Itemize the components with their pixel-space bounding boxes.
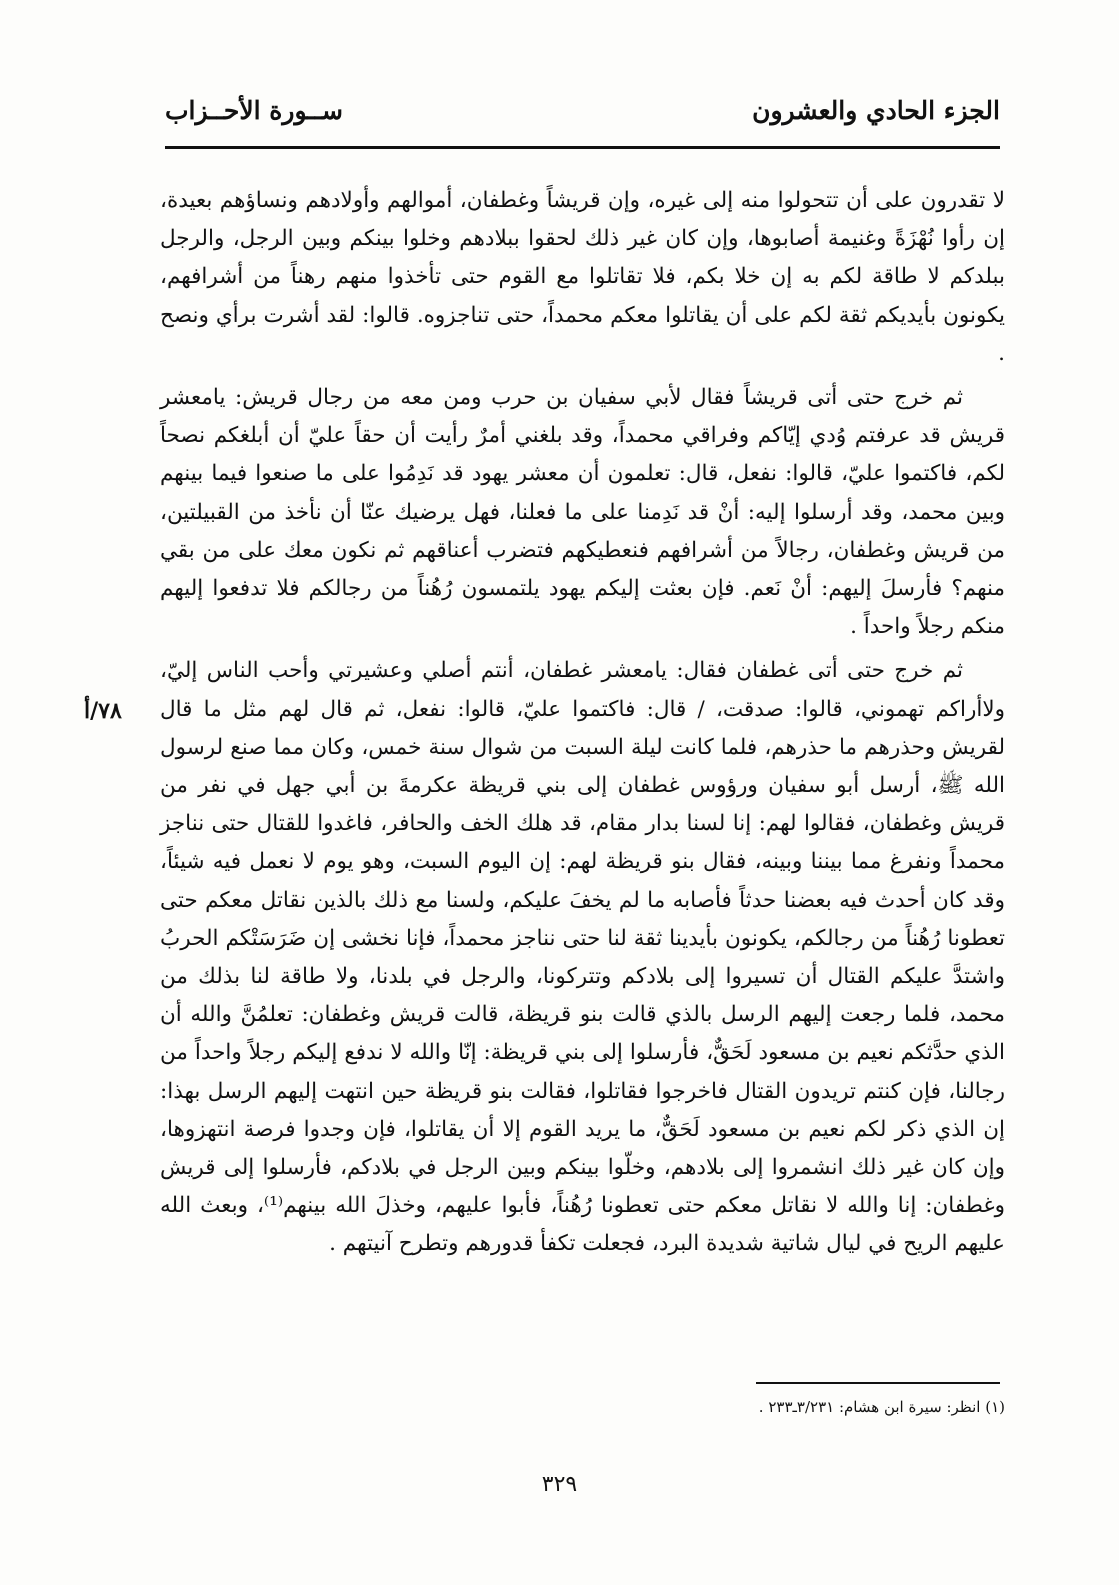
main-text <box>160 182 1005 1270</box>
paragraph: ثم خرج حتى أتى قريشاً فقال لأبي سفيان بن حرب ومن معه من رجال قريش: يامعشر قريش قد عرفتم وُدي إيّاكم وفراقي محمداً، وقد بلغني أمرٌ رأيت أن حقاً عليّ أن أبلغكم نصحاً لكم، فاكتموا عليّ، قالوا: نفعل، قال: تعلمون أن معشر يهود قد نَدِمُوا على ما صنعوا فيما بينهم وبين محمد، وقد أرسلوا إليه: أنْ قد نَدِمنا على ما فعلنا، فهل يرضيك عنّا أن نأخذ من القبيلتين، من قريش وغطفان، رجالاً من أشرافهم فنعطيكهم فتضرب أعناقهم ثم نكون معك على من بقي منهم؟ فأرسلَ إليهم: أنْ نَعم. فإن بعثت إليكم يهود يلتمسون رُهُناً من رجالكم فلا تدفعوا إليهم منكم رجلاً واحداً . <box>160 385 1005 640</box>
surah-title: ســورة الأحــزاب <box>165 96 343 125</box>
footnote-divider <box>756 1382 1000 1384</box>
paragraph: ثم خرج حتى أتى غطفان فقال: يامعشر غطفان، أنتم أصلي وعشيرتي وأحب الناس إليّ، ولاأراكم تهموني، قالوا: صدقت، / قال: فاكتموا عليّ، قالوا: نفعل، ثم قال لهم مثل ما قال لقريش وحذرهم ما حذرهم، فلما كانت ليلة السبت من شوال سنة خمس، وكان مما صنع لرسول الله ﷺ، أرسل أبو سفيان ورؤوس غطفان إلى بني قريظة عكرمةَ بن أبي جهل في نفر من قريش وغطفان، فقالوا لهم: إنا لسنا بدار مقام، قد هلك الخف والحافر، فاغدوا للقتال حتى نناجز محمداً ونفرغ مما بيننا وبينه، فقال بنو قريظة لهم: إن اليوم السبت، وهو يوم لا نعمل فيه شيئاً، وقد كان أحدث فيه بعضنا حدثاً فأصابه ما لم يخفَ عليكم، ولسنا مع ذلك بالذين نقاتل معكم حتى تعطونا رُهُناً من رجالكم، يكونون بأيدينا ثقة لنا حتى نناجز محمداً، فإنا نخشى إن ضَرَسَتْكم الحربُ واشتدَّ عليكم القتال أن تسيروا إلى بلادكم وتتركونا، والرجل في بلدنا، ولا طاقة لنا بذلك من محمد، فلما رجعت إليهم الرسل بالذي قالت بنو قريظة، قالت قريش وغطفان: تعلمُنَّ والله أن الذي حدَّثكم نعيم بن مسعود لَحَقٌّ، فأرسلوا إلى بني قريظة: إنّا والله لا ندفع إليكم رجلاً واحداً من رجالنا، فإن كنتم تريدون القتال فاخرجوا فقاتلوا، فقالت بنو قريظة حين انتهت إليهم الرسل بهذا: إن الذي ذكر لكم نعيم بن مسعود لَحَقٌّ، ما يريد القوم إلا أن يقاتلوا، فإن وجدوا فرصة انتهزوها، وإن كان غير ذلك انشمروا إلى بلادهم، وخلّوا بينكم وبين الرجل في بلادكم، فأرسلوا إلى قريش وغطفان: إنا والله لا نقاتل معكم حتى تعطونا رُهُناً، فأبوا عليهم، وخذلَ الله بينهم⁽¹⁾، وبعث الله عليهم الريح في ليال شاتية شديدة البرد، فجعلت تكفأ قدورهم وتطرح آنيتهم . <box>160 658 1005 1257</box>
footnote: (١) انظر: سيرة ابن هشام: ٣/٢٣١ـ٢٣٣ . <box>758 1398 1005 1416</box>
paragraph: لا تقدرون على أن تتحولوا منه إلى غيره، وإن قريشاً وغطفان، أموالهم وأولادهم ونساؤهم بعيدة، إن رأوا نُهْزَةً وغنيمة أصابوها، وإن كان غير ذلك لحقوا ببلادهم وخلوا بينكم وبين الرجل، والرجل ببلدكم لا طاقة لكم به إن خلا بكم، فلا تقاتلوا مع القوم حتى تأخذوا منهم رهناً من أشرافهم، يكونون بأيديكم ثقة لكم على أن يقاتلوا معكم محمداً، حتى تناجزوه. قالوا: لقد أشرت برأي ونصح . <box>160 188 1005 366</box>
part-title: الجزء الحادي والعشرون <box>752 96 1000 125</box>
page-header <box>165 96 1000 136</box>
header-divider <box>165 146 1000 149</box>
page-number: ٣٢٩ <box>541 1472 578 1497</box>
manuscript-folio-marker: ۷۸/أ <box>84 698 122 724</box>
